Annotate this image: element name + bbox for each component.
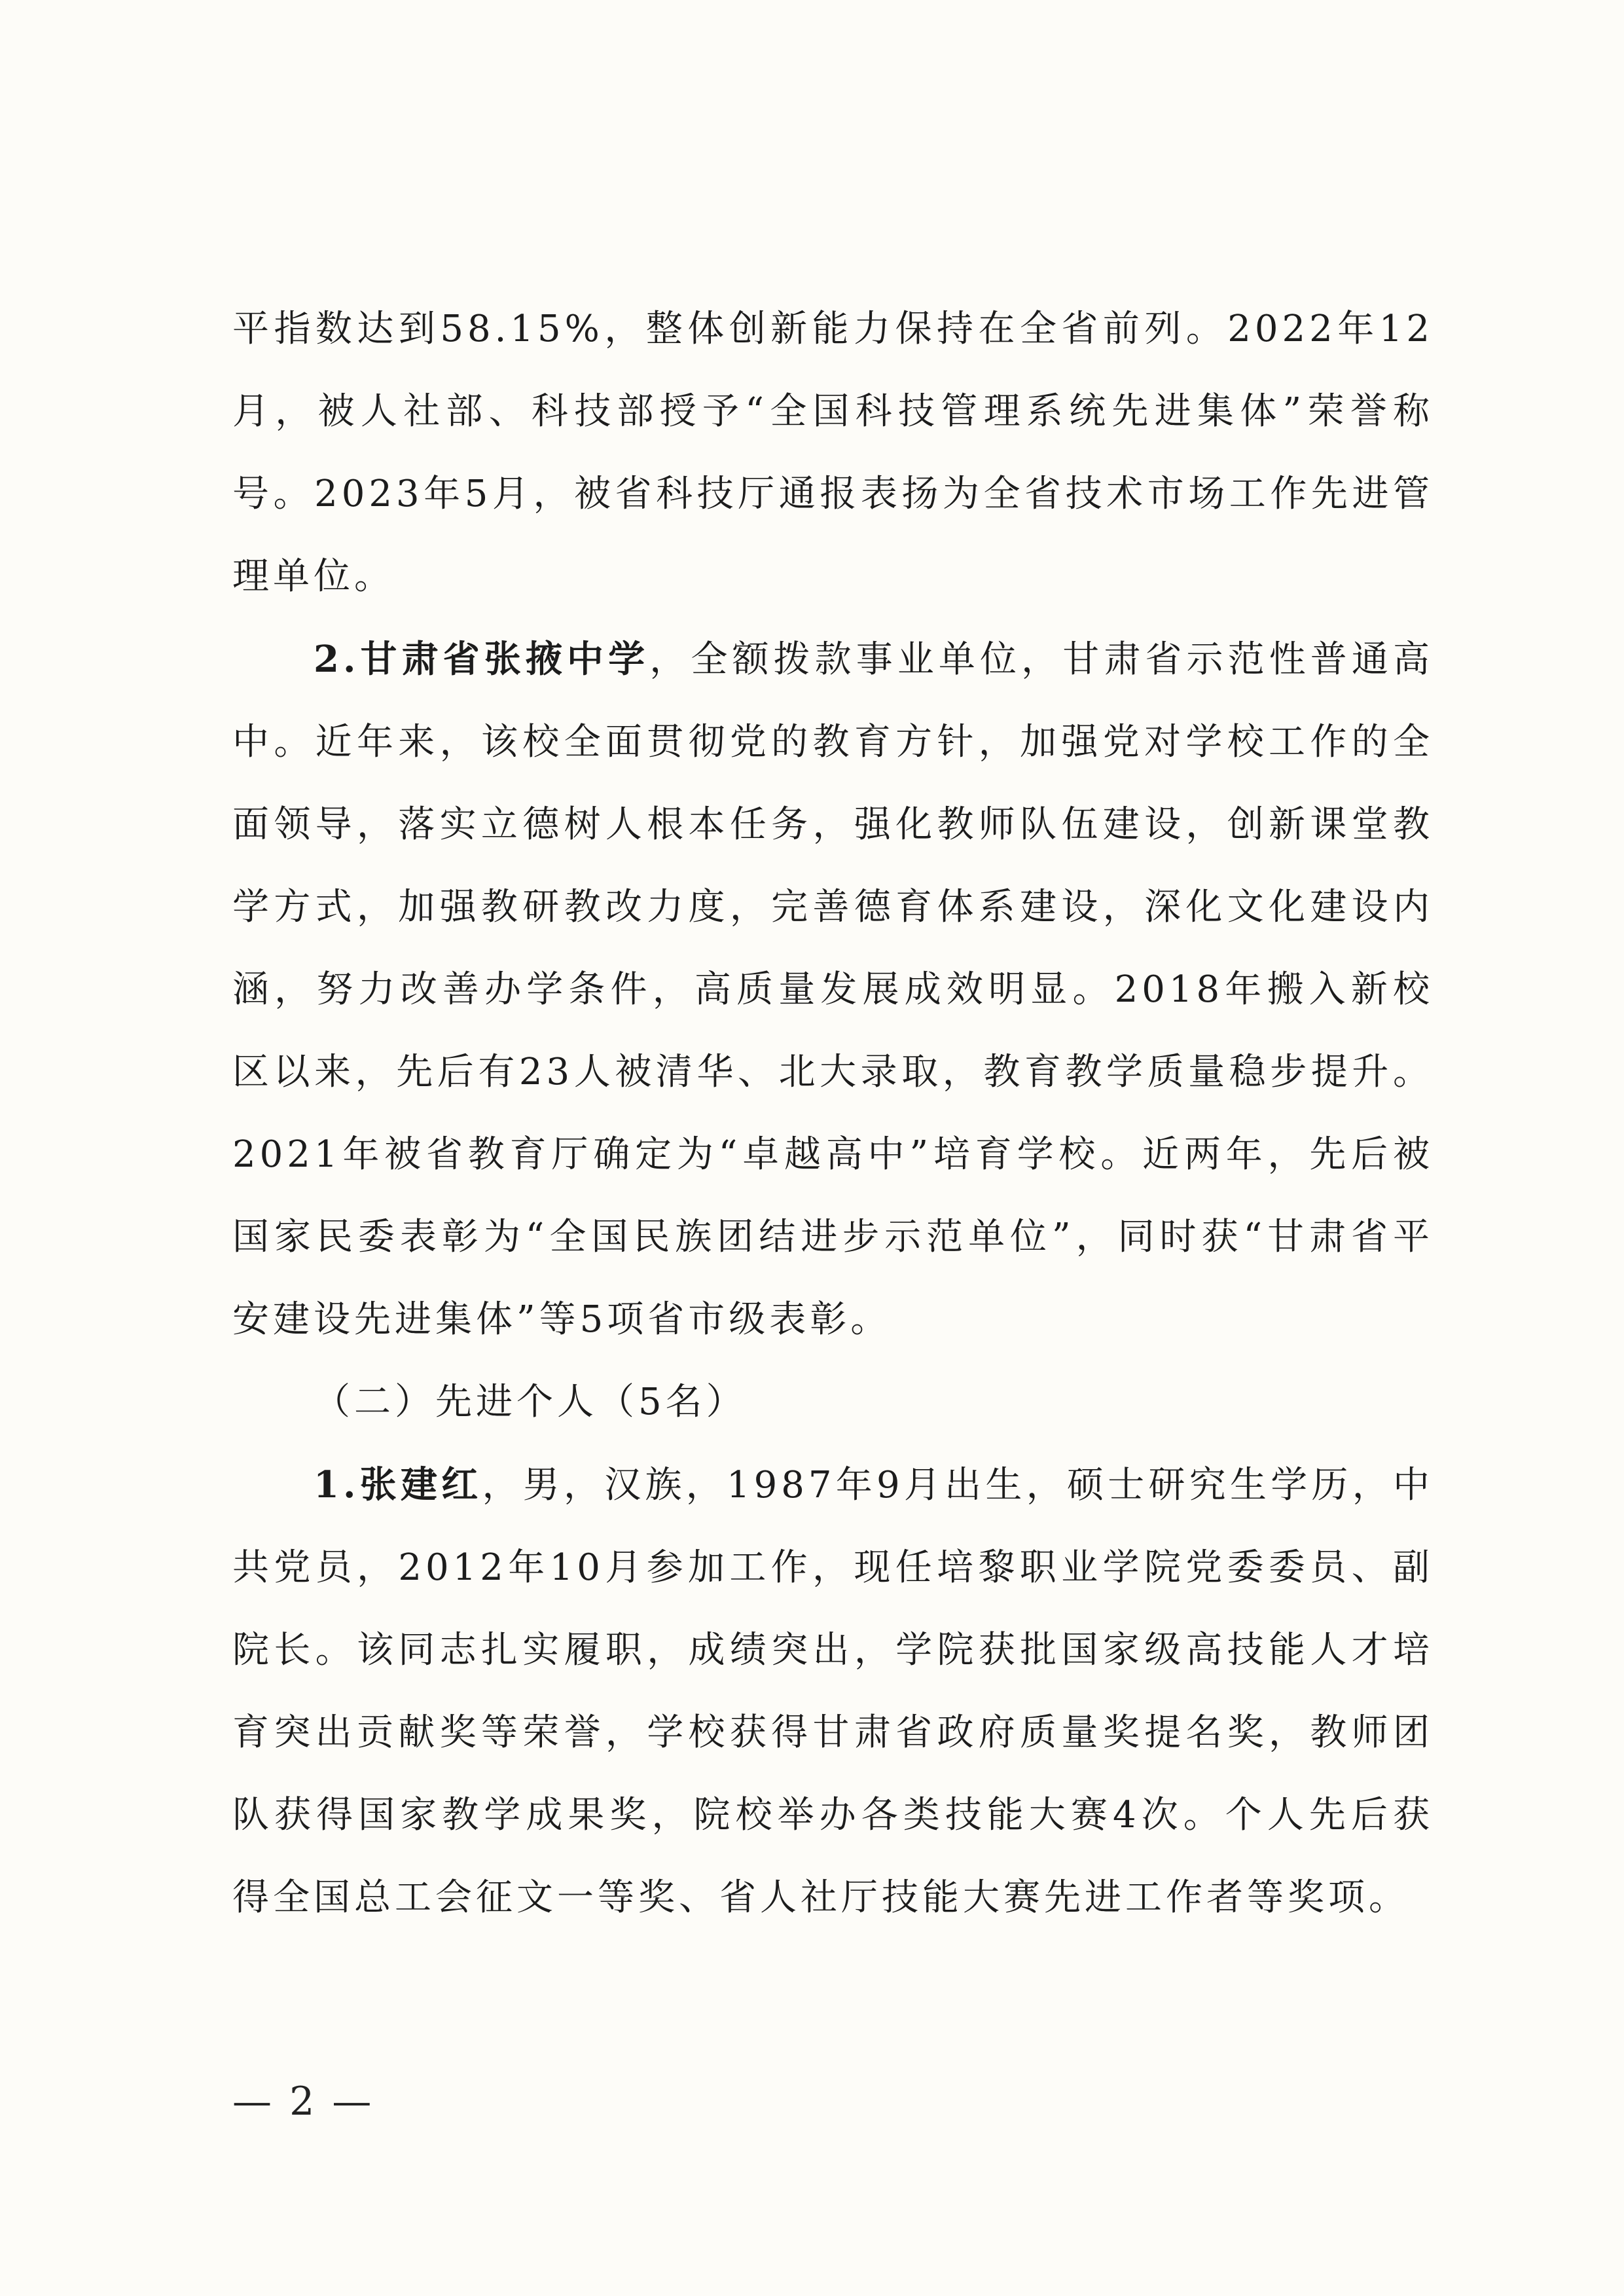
page-number: — 2 —: [232, 2079, 374, 2124]
document-body: [232, 288, 1434, 1939]
paragraph-continuation: [232, 288, 1434, 618]
paragraph-lead: 1.张建红: [314, 1463, 482, 1506]
paragraph-text: ，男，汉族，1987年9月出生，硕士研究生学历，中共党员，2012年10月参加工作，现任培黎职业学院党委委员、副院长。该同志扎实履职，成绩突出，学院获批国家级高技能人才培育突出贡献奖等荣誉，学校获得甘肃省政府质量奖提名奖，教师团队获得国家教学成果奖，院校举办各类技能大赛4次。个人先后获得全国总工会征文一等奖、省人社厅技能大赛先进工作者等奖项。: [232, 1464, 1434, 1919]
section-heading: （二）先进个人（5名）: [314, 1381, 747, 1423]
paragraph-text: 平指数达到58.15%，整体创新能力保持在全省前列。2022年12月，被人社部、科技部授予“全国科技管理系统先进集体”荣誉称号。2023年5月，被省科技厅通报表扬为全省技术市场工作先进管理单位。: [232, 308, 1434, 598]
paragraph-zhangye-school: [232, 618, 1434, 1361]
paragraph-lead: 2.甘肃省张掖中学: [314, 638, 650, 681]
paragraph-zhang-jianhong: [232, 1444, 1434, 1939]
paragraph-text: ，全额拨款事业单位，甘肃省示范性普通高中。近年来，该校全面贯彻党的教育方针，加强党对学校工作的全面领导，落实立德树人根本任务，强化教师队伍建设，创新课堂教学方式，加强教研教改力度，完善德育体系建设，深化文化建设内涵，努力改善办学条件，高质量发展成效明显。2018年搬入新校区以来，先后有23人被清华、北大录取，教育教学质量稳步提升。2021年被省教育厅确定为“卓越高中”培育学校。近两年，先后被国家民委表彰为“全国民族团结进步示范单位”，同时获“甘肃省平安建设先进集体”等5项省市级表彰。: [232, 638, 1434, 1341]
